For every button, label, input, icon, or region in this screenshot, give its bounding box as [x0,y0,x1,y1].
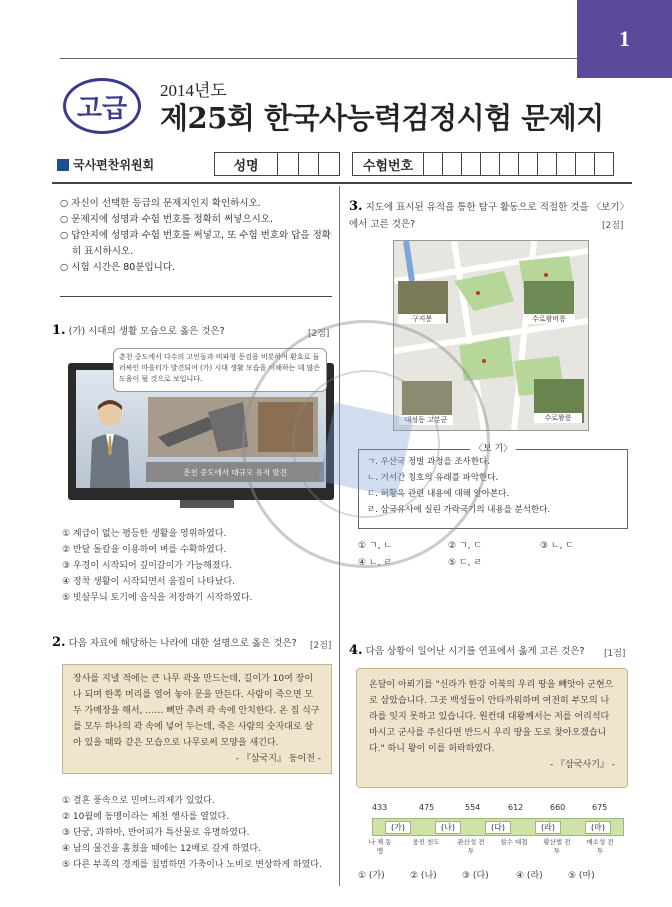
q3-stem: 3. 지도에 표시된 유적을 통한 탐구 활동으로 적절한 것을 〈보기〉에서 고른 것은? [349,199,625,230]
news-caption: 춘천 중도에서 대규모 유적 발견 [146,462,324,482]
q4-option[interactable]: ② (나) [410,871,437,881]
q2-stem: 2. 다음 자료에 해당하는 나라에 대한 설명으로 옳은 것은? [52,635,297,650]
page-number: 1 [577,0,672,78]
instructions [60,196,334,276]
timeline-event: 매소성 전투 [586,838,614,855]
q2-option[interactable]: ⑤ 다른 부족의 경계를 침범하면 가축이나 노비로 변상하게 하였다. [62,860,322,870]
map-label: 구지봉 [398,314,446,324]
timeline-event: 관산성 전투 [457,838,485,855]
name-field[interactable] [214,152,340,176]
q2-source-text: 장사를 지낼 적에는 큰 나무 곽을 만드는데, 길이가 10여 장이나 되며 한쪽 머리를 열어 놓아 문을 만든다. 사람이 죽으면 모두 가매장을 해서, …… 뼈만 추려 곽 속에 안치한다. 온 집 식구를 모두 하나의 곽 속에 넣어 두는데, 죽은 사람의 숫자대로 살아 있을 때와 같은 모습으로 나무로써 모양을 새긴다. [73,674,320,748]
q2-option[interactable]: ③ 단궁, 과하마, 반어피가 특산물로 유명하였다. [62,828,250,838]
timeline-year: 554 [465,803,481,812]
instruction-item: ○ 자신이 선택한 등급의 문제지인지 확인하시오. [60,198,261,209]
q1-points: [2점] [308,329,330,339]
news-anchor-image [86,396,134,488]
instruction-item: ○ 답안지에 성명과 수험 번호를 써넣고, 또 수험 번호와 답을 정확히 표시하시오. [60,230,331,257]
timeline-year: 675 [592,803,608,812]
q2-option[interactable]: ① 결혼 풍속으로 민며느리제가 있었다. [62,796,215,806]
q1-stem: 1. (가) 시대의 생활 모습으로 옳은 것은? [52,323,225,338]
q2-citation: - 『삼국지』 동이전 - [235,754,321,764]
instruction-rule [60,296,332,297]
top-rule [52,182,632,184]
q3-option[interactable]: ③ ㄴ, ㄷ [540,541,575,551]
q2-option[interactable]: ④ 남의 물건을 훔쳤을 때에는 12배로 갚게 하였다. [62,844,261,854]
name-label: 성명 [215,153,278,175]
q1-options [62,526,334,606]
q4-option[interactable]: ⑤ (마) [568,871,595,881]
timeline-event: 살수 대첩 [500,838,528,846]
bogi-item: ㄹ. 삼국유사에 실린 가락국기의 내용을 분석한다. [367,505,551,515]
exam-year: 2014년도 [160,81,227,100]
timeline-event: 웅진 천도 [412,838,440,846]
q2-source-box [62,664,332,774]
timeline-bar [372,818,624,836]
q1-option[interactable]: ① 계급이 없는 평등한 생활을 영위하였다. [62,529,227,539]
q1-option[interactable]: ② 반달 돌칼을 이용하여 벼를 수확하였다. [62,545,227,555]
timeline-year: 660 [550,803,566,812]
era-label: (라) [535,821,561,834]
watermark-emblem [319,403,414,498]
era-label: (가) [385,821,411,834]
bogi-item: ㄷ. 허황옥 관련 내용에 대해 알아본다. [367,489,510,499]
exam-number-label: 수험번호 [353,153,424,175]
q3-option[interactable]: ① ㄱ, ㄴ [358,541,393,551]
q1-option[interactable]: ③ 우경이 시작되어 깊이갈이가 가능해졌다. [62,561,233,571]
q4-option[interactable]: ④ (라) [516,871,543,881]
header-rule [60,58,577,59]
q4-points: [1점] [604,649,626,659]
timeline-year: 475 [419,803,435,812]
q4-source-box [356,668,628,788]
era-label: (마) [585,821,611,834]
map-label: 수로왕릉 [534,413,582,423]
tv-stand [180,500,234,508]
q1-option[interactable]: ④ 정착 생활이 시작되면서 움집이 나타났다. [62,577,236,587]
q4-option[interactable]: ③ (다) [462,871,489,881]
speech-bubble: 춘천 중도에서 다수의 고인돌과 비파형 동검을 비롯하여 환호로 둘러싸인 마을터가 발견되어 (가) 시대 생활 모습을 이해하는 데 많은 도움이 될 것으로 보입니다. [113,348,327,392]
q2-points: [2점] [310,641,332,651]
q4-stem: 4. 다음 상황이 일어난 시기를 연표에서 옳게 고른 것은? [349,643,585,658]
q3-points: [2점] [602,221,624,231]
timeline-event: 나·제 동맹 [368,838,392,855]
map-label: 대성동 고분군 [399,415,453,425]
q4-source-text: 온달이 아뢰기를 "신라가 한강 이북의 우리 땅을 빼앗아 군현으로 삼았습니다. 그곳 백성들이 안타까워하며 여전히 부모의 나라를 잊지 못하고 있습니다. 원컨대 대왕께서는 저를 어리석다 마시고 군사를 주신다면 반드시 우리 땅을 도로 찾아오겠습니다." 하니 왕이 이를 허락하였다. [369,680,614,754]
q4-citation: - 『삼국사기』 - [550,760,615,770]
q3-option[interactable]: ⑤ ㄷ, ㄹ [448,558,483,568]
q4-option[interactable]: ① (가) [358,871,385,881]
org-name [57,156,154,173]
map-label: 수로왕비릉 [523,314,575,324]
bogi-label: 〈보 기〉 [470,441,516,454]
instruction-item: ○ 시험 시간은 80분입니다. [60,262,176,273]
grade-badge: 고급 [63,78,141,134]
q2-option[interactable]: ② 10월에 동맹이라는 제천 행사를 열었다. [62,812,230,822]
q3-option[interactable]: ④ ㄴ, ㄹ [358,558,393,568]
org-logo-icon [57,159,69,171]
bogi-item: ㄴ. 거서간 칭호의 유래를 파악한다. [367,473,499,483]
exam-number-field[interactable] [352,152,614,176]
q2-options [62,793,334,873]
org-label: 국사편찬위원회 [73,158,155,172]
era-label: (나) [435,821,461,834]
timeline-event: 황산벌 전투 [543,838,571,855]
column-divider [339,186,340,886]
q1-option[interactable]: ⑤ 빗살무늬 토기에 음식을 저장하기 시작하였다. [62,593,253,603]
q3-option[interactable]: ② ㄱ, ㄷ [448,541,483,551]
timeline-year: 612 [508,803,524,812]
exam-title: 제25회 한국사능력검정시험 문제지 [160,101,604,135]
era-label: (다) [485,821,511,834]
bogi-item: ㄱ. 우산국 정벌 과정을 조사한다. [367,457,490,467]
instruction-item: ○ 문제지에 성명과 수험 번호를 정확히 써넣으시오. [60,214,273,225]
timeline-year: 433 [372,803,388,812]
